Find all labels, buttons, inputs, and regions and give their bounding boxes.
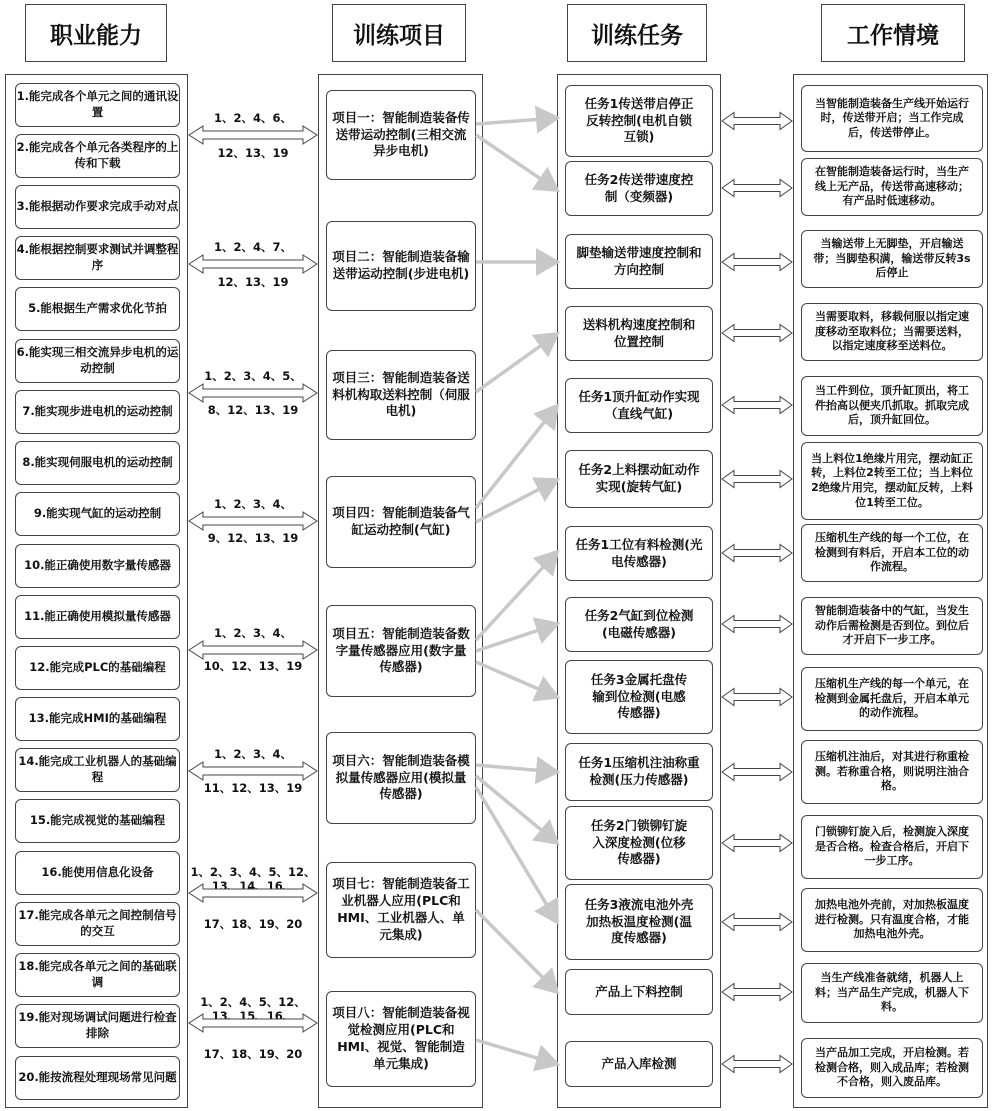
- capability-item: 1.能完成各个单元之间的通讯设置: [15, 83, 180, 127]
- double-arrow: [189, 384, 317, 402]
- project-box: 项目五：智能制造装备数字量传感器应用(数字量传感器): [326, 605, 476, 697]
- task-box: 任务1顶升缸动作实现（直线气缸): [565, 378, 713, 433]
- situation-box: 当输送带上无脚垫，开启输送带；当脚垫积满，输送带反转3s后停止: [801, 230, 983, 288]
- mapping-label-bottom: 17、18、19、20: [203, 1047, 303, 1061]
- task-box: 产品上下料控制: [565, 969, 713, 1015]
- task-box: 产品入库检测: [565, 1041, 713, 1087]
- capability-item: 2.能完成各个单元各类程序的上传和下载: [15, 134, 180, 178]
- capability-item: 8.能实现伺服电机的运动控制: [15, 441, 180, 485]
- capability-item: 13.能完成HMI的基础编程: [15, 697, 180, 741]
- double-arrow: [189, 255, 317, 273]
- project-task-arrow: [476, 135, 557, 190]
- double-arrow: [722, 254, 792, 271]
- double-arrow: [722, 1056, 792, 1073]
- mapping-label-bottom: 12、13、19: [217, 146, 289, 160]
- task-box: 脚垫输送带速度控制和方向控制: [565, 234, 713, 289]
- capability-item: 15.能完成视觉的基础编程: [15, 799, 180, 843]
- mapping-label-bottom: 11、12、13、19: [203, 781, 303, 795]
- project-task-arrow: [476, 334, 557, 392]
- mapping-label-top: 1、2、3、4、5、12、13、14、16、: [190, 865, 316, 893]
- mapping-label-top: 1、2、4、5、12、13、15、16、: [200, 995, 306, 1023]
- mapping-label-bottom: 17、18、19、20: [203, 917, 303, 931]
- task-box: 任务1压缩机注油称重检测(压力传感器): [565, 743, 713, 801]
- capability-item: 11.能正确使用模拟量传感器: [15, 595, 180, 639]
- capability-item: 14.能完成工业机器人的基础编程: [15, 748, 180, 792]
- double-arrow: [722, 835, 792, 852]
- double-arrow: [722, 180, 792, 197]
- task-box: 任务3金属托盘传输到位检测(电感传感器): [565, 660, 713, 734]
- double-arrow: [722, 616, 792, 633]
- double-arrow: [722, 689, 792, 706]
- project-box: 项目七：智能制造装备工业机器人应用(PLC和HMI、工业机器人、单元集成): [326, 862, 476, 958]
- situation-box: 当智能制造装备生产线开始运行时，传送带开启；当工作完成后，传送带停止。: [801, 85, 983, 152]
- task-box: 任务2传送带速度控制（变频器): [565, 161, 713, 216]
- double-arrow: [722, 325, 792, 342]
- mapping-label-bottom: 9、12、13、19: [207, 531, 299, 545]
- task-box: 送料机构速度控制和位置控制: [565, 306, 713, 361]
- mapping-label-top: 1、2、4、6、: [213, 111, 292, 125]
- situation-box: 门锁铆钉旋入后，检测旋入深度是否合格。检查合格后，开启下一步工序。: [801, 815, 983, 879]
- double-arrow: [189, 641, 317, 659]
- mapping-label-top: 1、2、4、7、: [213, 240, 292, 254]
- project-box: 项目一：智能制造装备传送带运动控制(三相交流异步电机): [326, 90, 476, 180]
- mapping-label-bottom: 10、12、13、19: [203, 659, 303, 673]
- project-box: 项目三：智能制造装备送料机构取送料控制（伺服电机): [326, 350, 476, 440]
- double-arrow: [722, 764, 792, 781]
- double-arrow: [189, 126, 317, 144]
- capability-item: 4.能根据控制要求测试并调整程序: [15, 236, 180, 280]
- project-task-arrow: [476, 118, 557, 124]
- capability-item: 5.能根据生产需求优化节拍: [15, 287, 180, 331]
- header-capability: 职业能力: [25, 4, 167, 62]
- double-arrow: [189, 762, 317, 780]
- double-arrow: [722, 984, 792, 1001]
- capability-item: 17.能完成各单元之间控制信号的交互: [15, 902, 180, 946]
- situation-box: 在智能制造装备运行时，当生产线上无产品，传送带高速移动；有产品时低速移动。: [801, 158, 983, 216]
- capability-item: 20.能按流程处理现场常见问题: [15, 1056, 180, 1100]
- situation-box: 压缩机生产线的每一个工位，在检测到有料后，开启本工位的动作流程。: [801, 524, 983, 582]
- project-box: 项目二：智能制造装备输送带运动控制(步进电机): [326, 221, 476, 311]
- mapping-label-bottom: 8、12、13、19: [207, 403, 299, 417]
- double-arrow: [189, 512, 317, 530]
- double-arrow: [722, 914, 792, 931]
- capability-item: 3.能根据动作要求完成手动对点: [15, 185, 180, 229]
- capability-item: 6.能实现三相交流异步电机的运动控制: [15, 339, 180, 383]
- situation-box: 当生产线准备就绪，机器人上料；当产品生产完成，机器人下料。: [801, 963, 983, 1023]
- situation-box: 当上料位1绝缘片用完，摆动缸正转，上料位2转至工位；当上料位2绝缘片用完，摆动缸反转，上料位1转至工位。: [801, 442, 983, 520]
- mapping-label-top: 1、2、3、4、: [213, 747, 292, 761]
- header-tasks: 训练任务: [567, 4, 707, 62]
- project-box: 项目八：智能制造装备视觉检测应用(PLC和HMI、视觉、智能制造单元集成): [326, 991, 476, 1087]
- situation-box: 当产品加工完成，开启检测。若检测合格，则入成品库；若检测不合格，则入废品库。: [801, 1038, 983, 1098]
- task-box: 任务2门锁铆钉旋入深度检测(位移传感器): [565, 806, 713, 880]
- double-arrow: [189, 884, 317, 902]
- header-situations: 工作情境: [821, 4, 965, 62]
- mapping-label-top: 1、2、3、4、: [213, 497, 292, 511]
- situation-box: 当工件到位，顶升缸顶出，将工件抬高以便夹爪抓取。抓取完成后，顶升缸回位。: [801, 376, 983, 436]
- project-task-arrow: [476, 765, 557, 772]
- capability-item: 7.能实现步进电机的运动控制: [15, 390, 180, 434]
- double-arrow: [722, 397, 792, 414]
- mapping-label-top: 1、2、3、4、: [213, 626, 292, 640]
- header-projects: 训练项目: [332, 4, 466, 62]
- capability-item: 9.能实现气缸的运动控制: [15, 492, 180, 536]
- situation-box: 加热电池外壳前，对加热板温度进行检测。只有温度合格，才能加热电池外壳。: [801, 888, 983, 952]
- double-arrow: [722, 471, 792, 488]
- task-box: 任务2气缸到位检测(电磁传感器): [565, 597, 713, 652]
- capability-item: 12.能完成PLC的基础编程: [15, 646, 180, 690]
- capability-item: 18.能完成各单元之间的基础联调: [15, 953, 180, 997]
- project-box: 项目六：智能制造装备模拟量传感器应用(模拟量传感器): [326, 732, 476, 824]
- mapping-label-top: 1、2、3、4、5、: [204, 369, 302, 383]
- project-task-arrow: [476, 406, 557, 508]
- mapping-label-bottom: 12、13、19: [217, 275, 289, 289]
- task-box: 任务1传送带启停正反转控制(电机自锁互锁): [565, 85, 713, 157]
- situation-box: 当需要取料，移载伺服以指定速度移动至取料位；当需要送料，以指定速度移至送料位。: [801, 303, 983, 361]
- project-box: 项目四：智能制造装备气缸运动控制(气缸): [326, 476, 476, 568]
- double-arrow: [722, 113, 792, 130]
- situation-box: 智能制造装备中的气缸，当发生动作后需检测是否到位。到位后才开启下一步工序。: [801, 597, 983, 655]
- situation-box: 压缩机生产线的每一个单元，在检测到金属托盘后，开启本单元的动作流程。: [801, 667, 983, 731]
- task-box: 任务1工位有料检测(光电传感器): [565, 526, 713, 581]
- double-arrow: [189, 1014, 317, 1032]
- project-task-arrow: [476, 910, 557, 992]
- task-box: 任务2上料摆动缸动作实现(旋转气缸): [565, 450, 713, 508]
- double-arrow: [722, 545, 792, 562]
- situation-box: 压缩机注油后，对其进行称重检测。若称重合格，则说明注油合格。: [801, 740, 983, 804]
- capability-item: 19.能对现场调试问题进行检查排除: [15, 1004, 180, 1048]
- project-task-arrow: [476, 480, 557, 522]
- capability-item: 16.能使用信息化设备: [15, 851, 180, 895]
- project-task-arrow: [476, 1040, 557, 1064]
- capability-item: 10.能正确使用数字量传感器: [15, 544, 180, 588]
- project-task-arrow: [476, 662, 557, 697]
- task-box: 任务3液流电池外壳加热板温度检测(温度传感器): [565, 884, 713, 960]
